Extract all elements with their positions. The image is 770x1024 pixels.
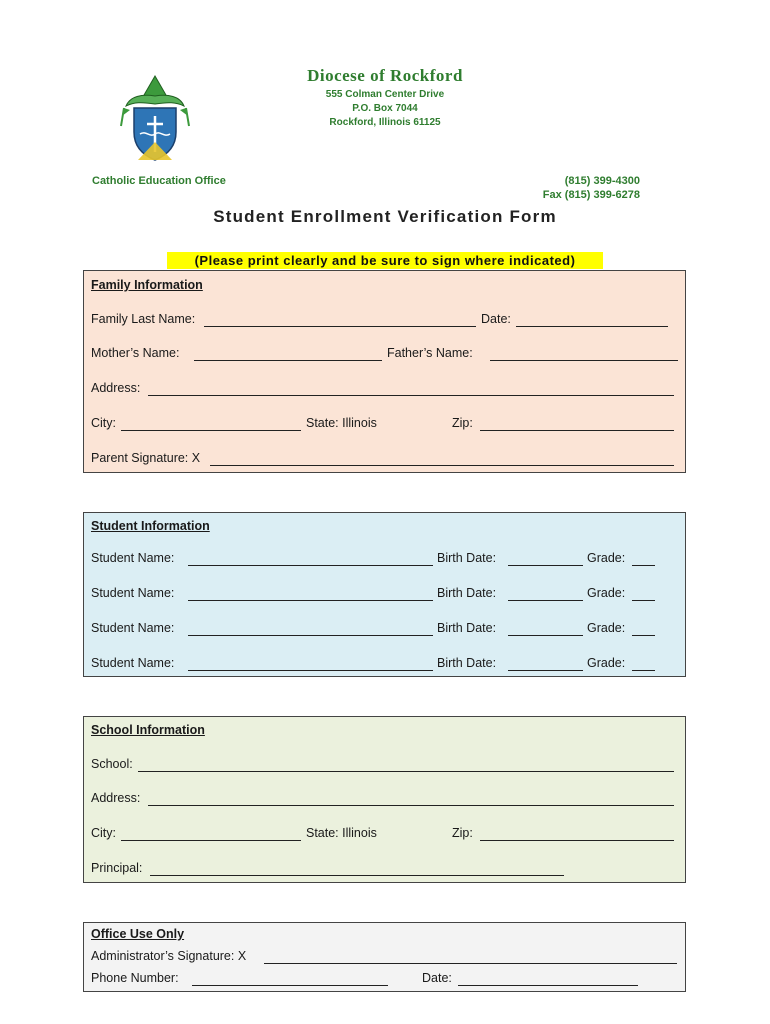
school-heading: School Information (91, 723, 205, 737)
mother-name-field[interactable] (194, 360, 382, 361)
office-use-section (83, 922, 686, 992)
city-label: City: (91, 416, 116, 430)
school-zip-field[interactable] (480, 840, 674, 841)
student-heading: Student Information (91, 519, 210, 533)
family-information-section (83, 270, 686, 473)
student-name-field[interactable] (188, 565, 433, 566)
grade-label: Grade: (587, 551, 626, 565)
father-name-label: Father’s Name: (387, 346, 473, 360)
student-name-field[interactable] (188, 635, 433, 636)
father-name-field[interactable] (490, 360, 678, 361)
school-address-field[interactable] (148, 805, 674, 806)
grade-field[interactable] (632, 565, 655, 566)
office-date-field[interactable] (458, 985, 638, 986)
grade-field[interactable] (632, 600, 655, 601)
student-name-label: Student Name: (91, 621, 175, 635)
birth-date-label: Birth Date: (437, 621, 497, 635)
birth-date-field[interactable] (508, 600, 583, 601)
fax-number: Fax (815) 399-6278 (542, 189, 640, 201)
zip-field[interactable] (480, 430, 674, 431)
diocese-crest-icon (120, 72, 190, 164)
parent-signature-label: Parent Signature: X (91, 451, 201, 465)
student-name-label: Student Name: (91, 586, 175, 600)
address-line-3: Rockford, Illinois 61125 (329, 117, 441, 128)
grade-field[interactable] (632, 670, 655, 671)
school-city-field[interactable] (121, 840, 301, 841)
school-field[interactable] (138, 771, 674, 772)
school-label: School: (91, 757, 133, 771)
birth-date-field[interactable] (508, 565, 583, 566)
mother-name-label: Mother’s Name: (91, 346, 180, 360)
birth-date-label: Birth Date: (437, 551, 497, 565)
administrator-signature-label: Administrator’s Signature: X (91, 949, 247, 963)
birth-date-label: Birth Date: (437, 656, 497, 670)
state-label: State: Illinois (306, 416, 377, 430)
address-field[interactable] (148, 395, 674, 396)
birth-date-field[interactable] (508, 635, 583, 636)
school-information-section (83, 716, 686, 883)
birth-date-field[interactable] (508, 670, 583, 671)
phone-number: (815) 399-4300 (564, 175, 640, 187)
office-date-label: Date: (422, 971, 452, 985)
family-last-name-field[interactable] (204, 326, 476, 327)
zip-label: Zip: (452, 416, 473, 430)
date-label: Date: (481, 312, 511, 326)
form-title: Student Enrollment Verification Form (213, 207, 557, 226)
school-zip-label: Zip: (452, 826, 473, 840)
student-name-field[interactable] (188, 670, 433, 671)
print-instruction: (Please print clearly and be sure to sign where indicated) (167, 252, 603, 269)
school-state-label: State: Illinois (306, 826, 377, 840)
address-line-2: P.O. Box 7044 (352, 103, 418, 114)
address-line-1: 555 Colman Center Drive (325, 89, 445, 100)
school-address-label: Address: (91, 791, 141, 805)
student-name-label: Student Name: (91, 551, 175, 565)
date-field[interactable] (516, 326, 668, 327)
office-phone-field[interactable] (192, 985, 388, 986)
grade-label: Grade: (587, 586, 626, 600)
grade-field[interactable] (632, 635, 655, 636)
diocese-name: Diocese of Rockford (307, 66, 463, 85)
school-city-label: City: (91, 826, 116, 840)
student-name-field[interactable] (188, 600, 433, 601)
principal-field[interactable] (150, 875, 564, 876)
family-last-name-label: Family Last Name: (91, 312, 196, 326)
parent-signature-field[interactable] (210, 465, 674, 466)
administrator-signature-field[interactable] (264, 963, 677, 964)
grade-label: Grade: (587, 621, 626, 635)
student-information-section (83, 512, 686, 677)
address-label: Address: (91, 381, 141, 395)
family-heading: Family Information (91, 278, 203, 292)
office-phone-label: Phone Number: (91, 971, 179, 985)
student-name-label: Student Name: (91, 656, 175, 670)
principal-label: Principal: (91, 861, 143, 875)
city-field[interactable] (121, 430, 301, 431)
office-name: Catholic Education Office (92, 175, 226, 187)
grade-label: Grade: (587, 656, 626, 670)
office-heading: Office Use Only (91, 927, 185, 941)
birth-date-label: Birth Date: (437, 586, 497, 600)
